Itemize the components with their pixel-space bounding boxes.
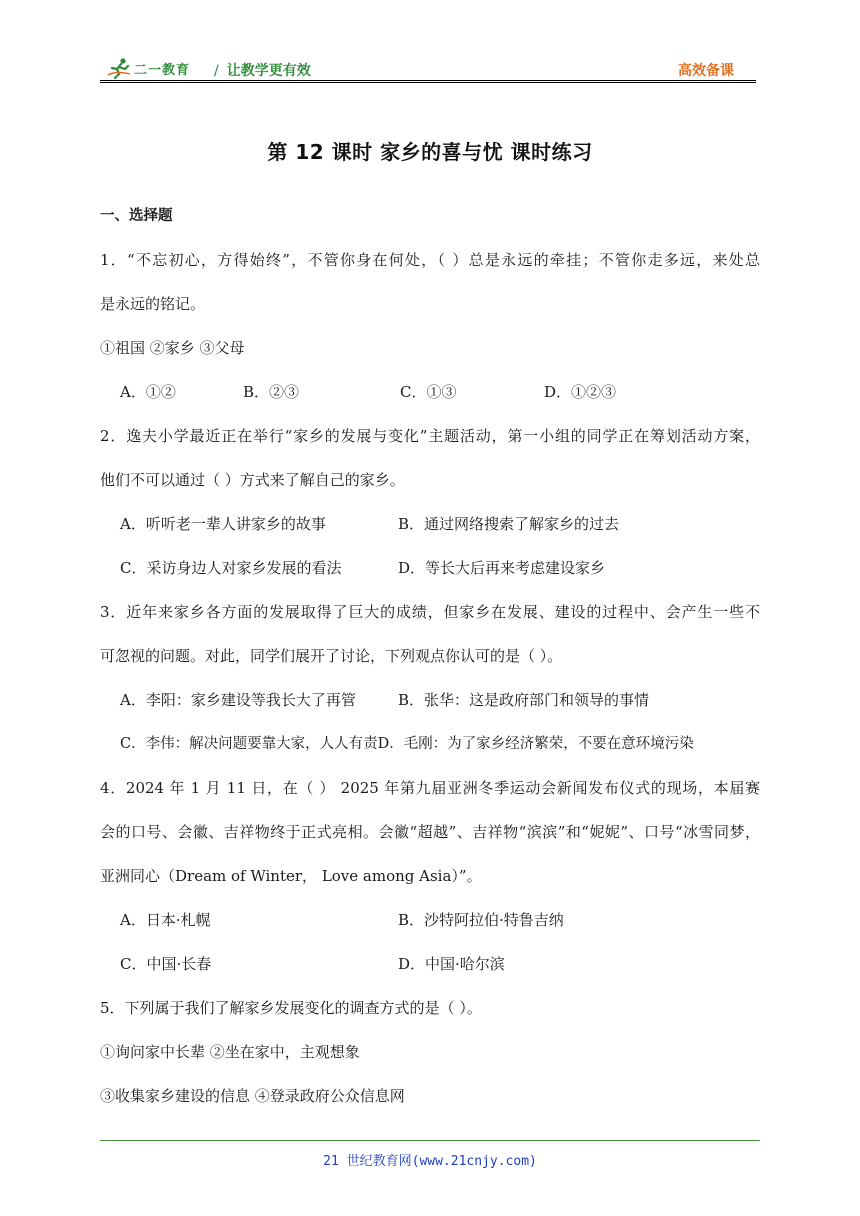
q4-options-row2 (100, 953, 760, 975)
q1-items: ①祖国 ②家乡 ③父母 (100, 339, 245, 357)
exercise-content (100, 205, 760, 1129)
q2-option-c: C．采访身边人对家乡发展的看法 (120, 559, 342, 577)
q3-option-d: D．毛刚：为了家乡经济繁荣，不要在意环境污染 (377, 736, 694, 752)
q4-line2: 会的口号、会徽、吉祥物终于正式亮相。会徽“超越”、吉祥物“滨滨”和“妮妮”、口号“冰雪同梦， (100, 823, 760, 841)
q1-option-b: B．②③ (243, 383, 300, 401)
footer-text: 21 世纪教育网(www.21cnjy.com) (323, 1154, 537, 1169)
q3-option-c: C．李伟：解决问题要靠大家，人人有责 (120, 736, 378, 752)
q4-option-b: B．沙特阿拉伯·特鲁吉纳 (398, 911, 564, 929)
brand-logo (106, 56, 190, 80)
footer-divider (100, 1140, 760, 1141)
q5-items1: ①询问家中长辈 ②坐在家中，主观想象 (100, 1043, 360, 1061)
q3-line2: 可忽视的问题。对此，同学们展开了讨论，下列观点你认可的是（ ）。 (100, 647, 563, 665)
q4-options-row1 (100, 909, 760, 931)
q2-options-row1 (100, 513, 760, 535)
page-header (100, 56, 756, 84)
q4-option-c: C．中国·长春 (120, 955, 212, 973)
q3-option-a: A．李阳：家乡建设等我长大了再管 (120, 691, 356, 709)
q1-options (100, 381, 760, 403)
q5-line1: 5．下列属于我们了解家乡发展变化的调查方式的是（ ）。 (100, 999, 482, 1017)
q3-option-b: B．张华：这是政府部门和领导的事情 (398, 691, 650, 709)
q2-option-d: D．等长大后再来考虑建设家乡 (398, 559, 606, 577)
q4-option-a: A．日本·札幌 (120, 911, 211, 929)
page-title: 第 12 课时 家乡的喜与忧 课时练习 (267, 140, 593, 164)
runner-logo-icon (106, 57, 132, 79)
q4-option-d: D．中国·哈尔滨 (398, 955, 505, 973)
q1-line2: 是永远的铭记。 (100, 295, 206, 313)
header-divider (100, 80, 756, 81)
q2-line1: 2．逸夫小学最近正在举行“家乡的发展与变化”主题活动，第一小组的同学正在筹划活动方案， (100, 427, 760, 445)
q2-option-b: B．通过网络搜索了解家乡的过去 (398, 515, 620, 533)
q3-options-row2 (100, 733, 760, 755)
q2-line2: 他们不可以通过（ ）方式来了解自己的家乡。 (100, 471, 405, 489)
header-right-label: 高效备课 (678, 63, 734, 79)
q1-option-c: C．①③ (400, 383, 457, 401)
header-divider-thin (100, 82, 756, 83)
q5-items2: ③收集家乡建设的信息 ④登录政府公众信息网 (100, 1087, 405, 1105)
q4-line1: 4．2024 年 1 月 11 日，在（ ） 2025 年第九届亚洲冬季运动会新闻发布仪式的现场，本届赛 (100, 779, 760, 797)
logo-text: 二一教育 (134, 62, 191, 78)
section-heading: 一、选择题 (100, 208, 173, 224)
slogan-text: 让教学更有效 (226, 63, 311, 79)
q4-line3: 亚洲同心（Dream of Winter， Love among Asia）”。 (100, 867, 482, 885)
q3-options-row1 (100, 689, 760, 711)
q3-line1: 3．近年来家乡各方面的发展取得了巨大的成绩，但家乡在发展、建设的过程中、会产生一些不 (100, 603, 760, 621)
q1-option-d: D．①②③ (544, 383, 617, 401)
q2-options-row2 (100, 557, 760, 579)
q2-option-a: A．听听老一辈人讲家乡的故事 (120, 515, 326, 533)
q1-line1: 1．“不忘初心，方得始终”，不管你身在何处，（ ）总是永远的牵挂；不管你走多远，来处总 (100, 251, 760, 269)
slash-divider: / (214, 63, 219, 79)
q1-option-a: A．①② (120, 383, 176, 401)
slogan (214, 60, 311, 80)
